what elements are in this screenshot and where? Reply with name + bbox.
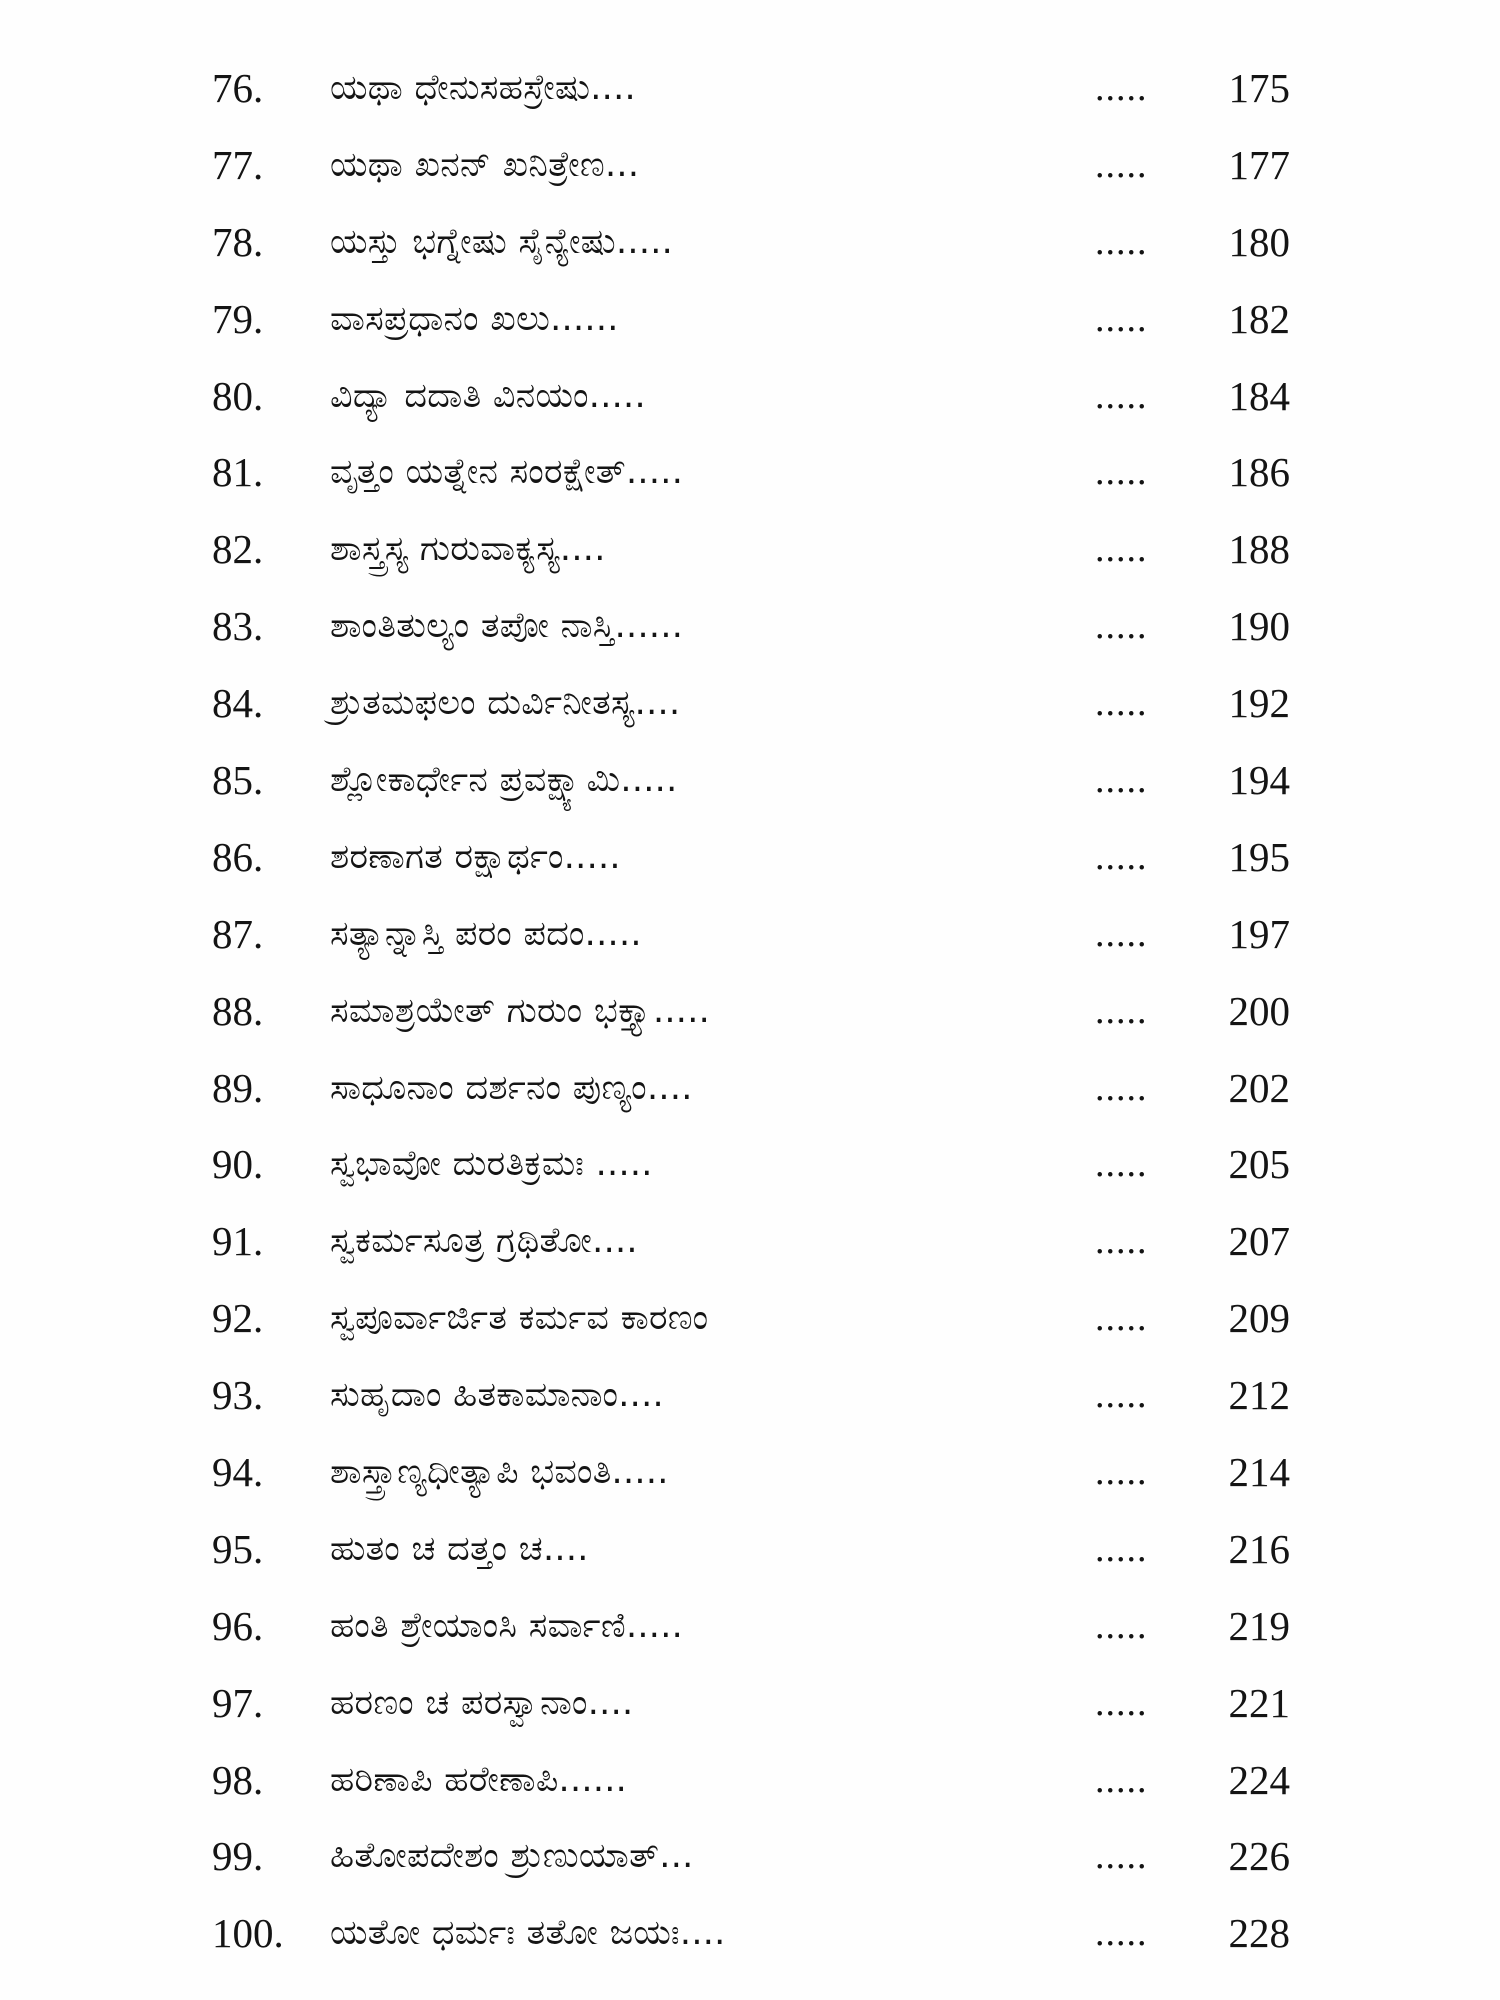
toc-entry — [0, 204, 1500, 281]
entry-title: ವೃತ್ತಂ ಯತ್ನೇನ ಸಂರಕ್ಷೇತ್..... — [330, 452, 684, 493]
entry-number: 88. — [212, 987, 264, 1034]
toc-entry — [0, 1665, 1500, 1742]
page-number: 205 — [1228, 1141, 1290, 1188]
dot-leader: ..... — [1095, 1604, 1148, 1647]
toc-entry — [0, 1050, 1500, 1127]
page-number: 190 — [1228, 603, 1290, 650]
dot-leader: ..... — [1095, 989, 1148, 1032]
entry-number: 93. — [212, 1372, 264, 1419]
dot-leader: ..... — [1095, 220, 1148, 263]
toc-entry — [0, 1511, 1500, 1588]
toc-entry — [0, 281, 1500, 358]
toc-entry — [0, 896, 1500, 973]
dot-leader: ..... — [1095, 67, 1148, 109]
entry-title: ಸ್ವಪೂರ್ವಾರ್ಜಿತ ಕರ್ಮವ ಕಾರಣಂ — [330, 1298, 709, 1339]
entry-title: ಶಾಂತಿತುಲ್ಯಂ ತಪೋ ನಾಸ್ತಿ...... — [330, 606, 684, 647]
entry-number: 87. — [212, 910, 264, 957]
dot-leader: ..... — [1095, 682, 1148, 725]
entry-number: 81. — [212, 449, 264, 496]
dot-leader: ..... — [1095, 759, 1148, 802]
entry-number: 80. — [212, 372, 264, 419]
page-number: 209 — [1228, 1295, 1290, 1342]
entry-title: ಯತೋ ಧರ್ಮಃ ತತೋ ಜಯಃ.... — [330, 1913, 726, 1954]
page-number: 216 — [1228, 1525, 1290, 1572]
toc-entry — [0, 127, 1500, 204]
toc-entry — [0, 434, 1500, 511]
toc-entry — [0, 1895, 1500, 1972]
page-number: 182 — [1228, 295, 1290, 342]
entry-number: 99. — [212, 1833, 264, 1880]
page-number: 221 — [1228, 1679, 1290, 1726]
entry-title: ಹಂತಿ ಶ್ರೇಯಾಂಸಿ ಸರ್ವಾಣಿ..... — [330, 1605, 684, 1646]
page-number: 212 — [1228, 1372, 1290, 1419]
dot-leader: ..... — [1095, 1374, 1148, 1417]
entry-number: 85. — [212, 757, 264, 804]
page-number: 194 — [1228, 757, 1290, 804]
dot-leader: ..... — [1095, 1297, 1148, 1340]
page-number: 188 — [1228, 526, 1290, 573]
entry-number: 100. — [212, 1910, 284, 1957]
entry-title: ಹರಿಣಾಪಿ ಹರೇಣಾಪಿ...... — [330, 1759, 628, 1800]
dot-leader: ..... — [1095, 297, 1148, 340]
entry-number: 84. — [212, 680, 264, 727]
page-number: 202 — [1228, 1064, 1290, 1111]
page-number: 195 — [1228, 833, 1290, 880]
dot-leader: ..... — [1095, 1143, 1148, 1186]
entry-number: 89. — [212, 1064, 264, 1111]
dot-leader: ..... — [1095, 1758, 1148, 1801]
toc-entry — [0, 1126, 1500, 1203]
toc-entry — [0, 50, 1500, 127]
entry-number: 92. — [212, 1295, 264, 1342]
page-number: 175 — [1228, 65, 1290, 111]
entry-number: 90. — [212, 1141, 264, 1188]
page-number: 184 — [1228, 372, 1290, 419]
entry-number: 91. — [212, 1218, 264, 1265]
entry-title: ಶ್ಲೋಕಾರ್ಧೇನ ಪ್ರವಕ್ಷ್ಯಾಮಿ..... — [330, 760, 678, 801]
toc-entry — [0, 358, 1500, 435]
dot-leader: ..... — [1095, 835, 1148, 878]
entry-title: ಯಥಾ ಧೇನುಸಹಸ್ರೇಷು.... — [330, 68, 636, 108]
toc-entry — [0, 1357, 1500, 1434]
dot-leader: ..... — [1095, 143, 1148, 186]
entry-title: ವಾಸಪ್ರಧಾನಂ ಖಲು...... — [330, 298, 619, 339]
entry-title: ಸಾಧೂನಾಂ ದರ್ಶನಂ ಪುಣ್ಯಂ.... — [330, 1067, 693, 1108]
page-number: 224 — [1228, 1756, 1290, 1803]
page-number: 180 — [1228, 218, 1290, 265]
entry-title: ಶರಣಾಗತ ರಕ್ಷಾರ್ಥಂ..... — [330, 836, 621, 877]
entry-title: ಹುತಂ ಚ ದತ್ತಂ ಚ.... — [330, 1528, 589, 1569]
entry-title: ಶ್ರುತಮಫಲಂ ದುರ್ವಿನೀತಸ್ಯ.... — [330, 683, 681, 724]
dot-leader: ..... — [1095, 451, 1148, 494]
entry-title: ಶಾಸ್ತ್ರಾಣ್ಯಧೀತ್ಯಾಪಿ ಭವಂತಿ..... — [330, 1452, 669, 1493]
toc-entry — [0, 1742, 1500, 1819]
entry-title: ಸ್ವಕರ್ಮಸೂತ್ರ ಗ್ರಥಿತೋ.... — [330, 1221, 638, 1262]
entry-title: ಶಾಸ್ತ್ರಸ್ಯ ಗುರುವಾಕ್ಯಸ್ಯ.... — [330, 529, 606, 570]
dot-leader: ..... — [1095, 1681, 1148, 1724]
toc-entry — [0, 1280, 1500, 1357]
dot-leader: ..... — [1095, 374, 1148, 417]
page-number: 197 — [1228, 910, 1290, 957]
entry-number: 78. — [212, 218, 264, 265]
dot-leader: ..... — [1095, 1220, 1148, 1263]
entry-title: ಯಸ್ತು ಭಗ್ನೇಷು ಸೈನ್ಯೇಷು..... — [330, 221, 674, 262]
entry-title: ಸತ್ಯಾನ್ನಾಸ್ತಿ ಪರಂ ಪದಂ..... — [330, 913, 642, 954]
toc-entry — [0, 742, 1500, 819]
dot-leader: ..... — [1095, 912, 1148, 955]
page-number: 207 — [1228, 1218, 1290, 1265]
entry-title: ಹರಣಂ ಚ ಪರಸ್ವಾನಾಂ.... — [330, 1682, 634, 1723]
entry-title: ಹಿತೋಪದೇಶಂ ಶ್ರುಣುಯಾತ್... — [330, 1836, 694, 1877]
toc-entry — [0, 973, 1500, 1050]
page-number: 177 — [1228, 141, 1290, 188]
entry-title: ಯಥಾ ಖನನ್ ಖನಿತ್ರೇಣ... — [330, 144, 640, 185]
entry-number: 98. — [212, 1756, 264, 1803]
toc-entry — [0, 819, 1500, 896]
dot-leader: ..... — [1095, 1527, 1148, 1570]
toc-entry — [0, 1434, 1500, 1511]
page-number: 192 — [1228, 680, 1290, 727]
entry-title: ಸ್ವಭಾವೋ ದುರತಿಕ್ರಮಃ ..... — [330, 1144, 653, 1185]
toc-entry — [0, 665, 1500, 742]
page-number: 228 — [1228, 1910, 1290, 1957]
entry-number: 77. — [212, 141, 264, 188]
entry-title: ವಿದ್ಯಾ ದದಾತಿ ವಿನಯಂ..... — [330, 375, 646, 416]
page-number: 226 — [1228, 1833, 1290, 1880]
entry-number: 79. — [212, 295, 264, 342]
entry-number: 83. — [212, 603, 264, 650]
entry-number: 82. — [212, 526, 264, 573]
entry-number: 94. — [212, 1449, 264, 1496]
toc-entry — [0, 1588, 1500, 1665]
page-number: 214 — [1228, 1449, 1290, 1496]
dot-leader: ..... — [1095, 1066, 1148, 1109]
table-of-contents — [0, 50, 1500, 1972]
dot-leader: ..... — [1095, 1912, 1148, 1955]
toc-entry — [0, 1203, 1500, 1280]
dot-leader: ..... — [1095, 1451, 1148, 1494]
entry-number: 97. — [212, 1679, 264, 1726]
page-number: 186 — [1228, 449, 1290, 496]
toc-entry — [0, 511, 1500, 588]
page-number: 200 — [1228, 987, 1290, 1034]
entry-number: 95. — [212, 1525, 264, 1572]
entry-title: ಸುಹೃದಾಂ ಹಿತಕಾಮಾನಾಂ.... — [330, 1375, 664, 1416]
entry-number: 86. — [212, 833, 264, 880]
entry-title: ಸಮಾಶ್ರಯೇತ್ ಗುರುಂ ಭಕ್ತ್ಯಾ..... — [330, 990, 711, 1031]
page-number: 219 — [1228, 1602, 1290, 1649]
dot-leader: ..... — [1095, 605, 1148, 648]
entry-number: 96. — [212, 1602, 264, 1649]
entry-number: 76. — [212, 65, 264, 111]
dot-leader: ..... — [1095, 1835, 1148, 1878]
toc-entry — [0, 1818, 1500, 1895]
toc-entry — [0, 588, 1500, 665]
dot-leader: ..... — [1095, 528, 1148, 571]
